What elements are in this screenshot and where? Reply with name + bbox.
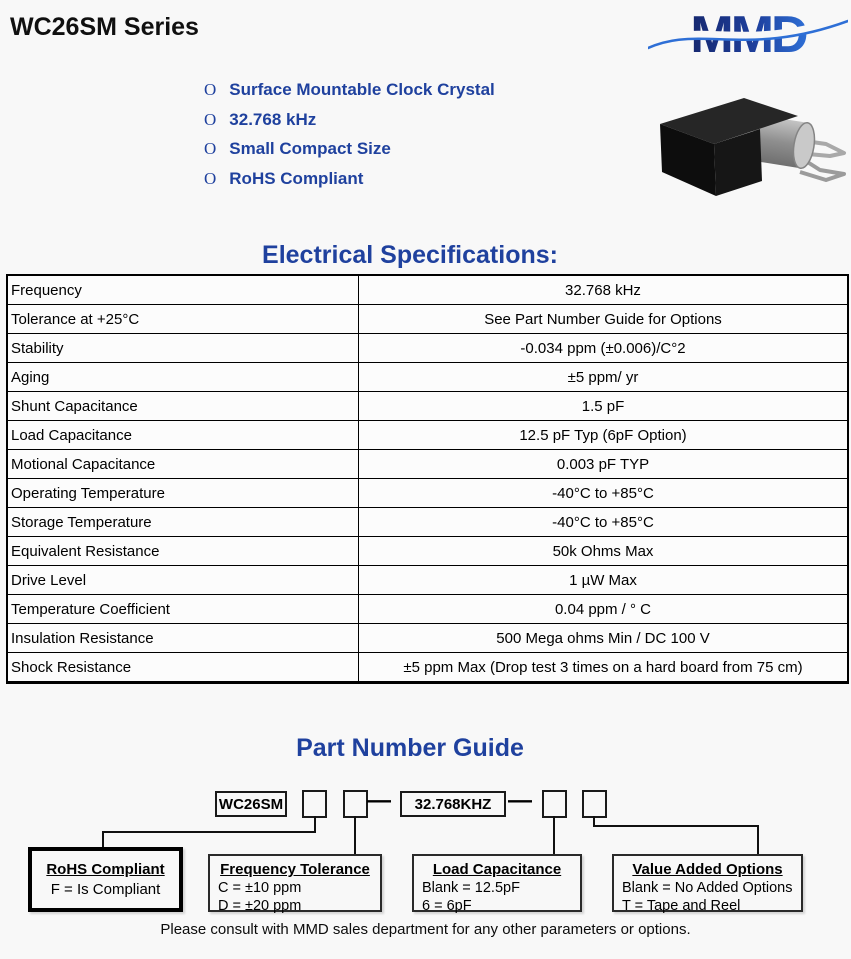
feature-text: Small Compact Size (229, 139, 391, 158)
list-item (204, 110, 495, 140)
legend-load-capacitance (412, 854, 582, 912)
table-row (7, 334, 848, 363)
pn-separator: — (508, 787, 532, 814)
table-row (7, 537, 848, 566)
spec-label: Frequency (7, 275, 359, 305)
connector-line (354, 816, 356, 854)
feature-text: RoHS Compliant (229, 168, 364, 188)
feature-text: Surface Mountable Clock Crystal (229, 80, 495, 99)
pn-slot-value-added (582, 790, 607, 818)
feature-text: 32.768 kHz (229, 109, 317, 129)
spec-label: Storage Temperature (7, 508, 359, 537)
connector-line (102, 831, 104, 847)
mmd-logo-text: MMD (690, 6, 806, 64)
pn-slot-load-capacitance (542, 790, 567, 818)
bullet-o-icon: O (204, 109, 217, 129)
electrical-specifications-heading: Electrical Specifications: (262, 241, 558, 269)
table-row (7, 305, 848, 334)
feature-list (204, 80, 495, 198)
legend-option: 6 = 6pF (422, 898, 472, 914)
spec-value: See Part Number Guide for Options (359, 305, 849, 334)
pn-slot-rohs (302, 790, 327, 818)
connector-line (593, 825, 759, 827)
spec-value: 32.768 kHz (359, 275, 849, 305)
legend-title: RoHS Compliant (46, 861, 165, 878)
electrical-specifications-table (6, 274, 849, 684)
spec-value: 12.5 pF Typ (6pF Option) (359, 421, 849, 450)
part-number-guide-heading: Part Number Guide (296, 734, 524, 762)
pn-frequency-box: 32.768KHZ (400, 791, 506, 817)
table-row (7, 421, 848, 450)
table-row (7, 479, 848, 508)
spec-label: Shock Resistance (7, 653, 359, 683)
table-row (7, 595, 848, 624)
spec-label: Load Capacitance (7, 421, 359, 450)
product-photo (648, 84, 848, 204)
table-row (7, 566, 848, 595)
pn-base-box: WC26SM (215, 791, 287, 817)
spec-value: 1 µW Max (359, 566, 849, 595)
spec-value: 0.04 ppm / ° C (359, 595, 849, 624)
spec-label: Aging (7, 363, 359, 392)
legend-frequency-tolerance (208, 854, 382, 912)
spec-value: 50k Ohms Max (359, 537, 849, 566)
spec-label: Equivalent Resistance (7, 537, 359, 566)
legend-option: F = Is Compliant (50, 881, 161, 898)
spec-value: 0.003 pF TYP (359, 450, 849, 479)
spec-value: ±5 ppm/ yr (359, 363, 849, 392)
bullet-o-icon: O (204, 168, 217, 188)
list-item (204, 139, 495, 169)
legend-option: Blank = 12.5pF (422, 880, 520, 896)
list-item (204, 80, 495, 110)
spec-label: Stability (7, 334, 359, 363)
spec-label: Operating Temperature (7, 479, 359, 508)
bullet-o-icon: O (204, 139, 217, 158)
legend-value-added-options (612, 854, 803, 912)
legend-option: Blank = No Added Options (622, 880, 793, 896)
connector-line (102, 831, 316, 833)
spec-label: Motional Capacitance (7, 450, 359, 479)
table-row (7, 275, 848, 305)
footer-note: Please consult with MMD sales department for any other parameters or options. (160, 921, 691, 938)
connector-line (757, 825, 759, 854)
legend-title: Frequency Tolerance (220, 861, 370, 878)
spec-label: Tolerance at +25°C (7, 305, 359, 334)
spec-value: 500 Mega ohms Min / DC 100 V (359, 624, 849, 653)
legend-option: D = ±20 ppm (218, 898, 302, 914)
mmd-logo-icon (648, 4, 848, 64)
bullet-o-icon: O (204, 80, 217, 99)
spec-value: -0.034 ppm (±0.006)/C°2 (359, 334, 849, 363)
table-row (7, 450, 848, 479)
spec-value: 1.5 pF (359, 392, 849, 421)
spec-value: -40°C to +85°C (359, 479, 849, 508)
legend-title: Load Capacitance (432, 861, 562, 878)
legend-option: C = ±10 ppm (218, 880, 302, 896)
table-row (7, 363, 848, 392)
pn-separator: — (367, 787, 391, 814)
spec-label: Insulation Resistance (7, 624, 359, 653)
table-row (7, 624, 848, 653)
legend-rohs-compliant (28, 847, 183, 912)
spec-label: Shunt Capacitance (7, 392, 359, 421)
table-row (7, 508, 848, 537)
spec-label: Drive Level (7, 566, 359, 595)
spec-label: Temperature Coefficient (7, 595, 359, 624)
spec-value: ±5 ppm Max (Drop test 3 times on a hard board from 75 cm) (359, 653, 849, 683)
legend-option: T = Tape and Reel (622, 898, 741, 914)
table-row (7, 392, 848, 421)
connector-line (553, 816, 555, 854)
spec-value: -40°C to +85°C (359, 508, 849, 537)
legend-title: Value Added Options (632, 861, 783, 878)
list-item (204, 169, 495, 199)
table-row (7, 653, 848, 683)
page-title: WC26SM Series (10, 13, 199, 41)
